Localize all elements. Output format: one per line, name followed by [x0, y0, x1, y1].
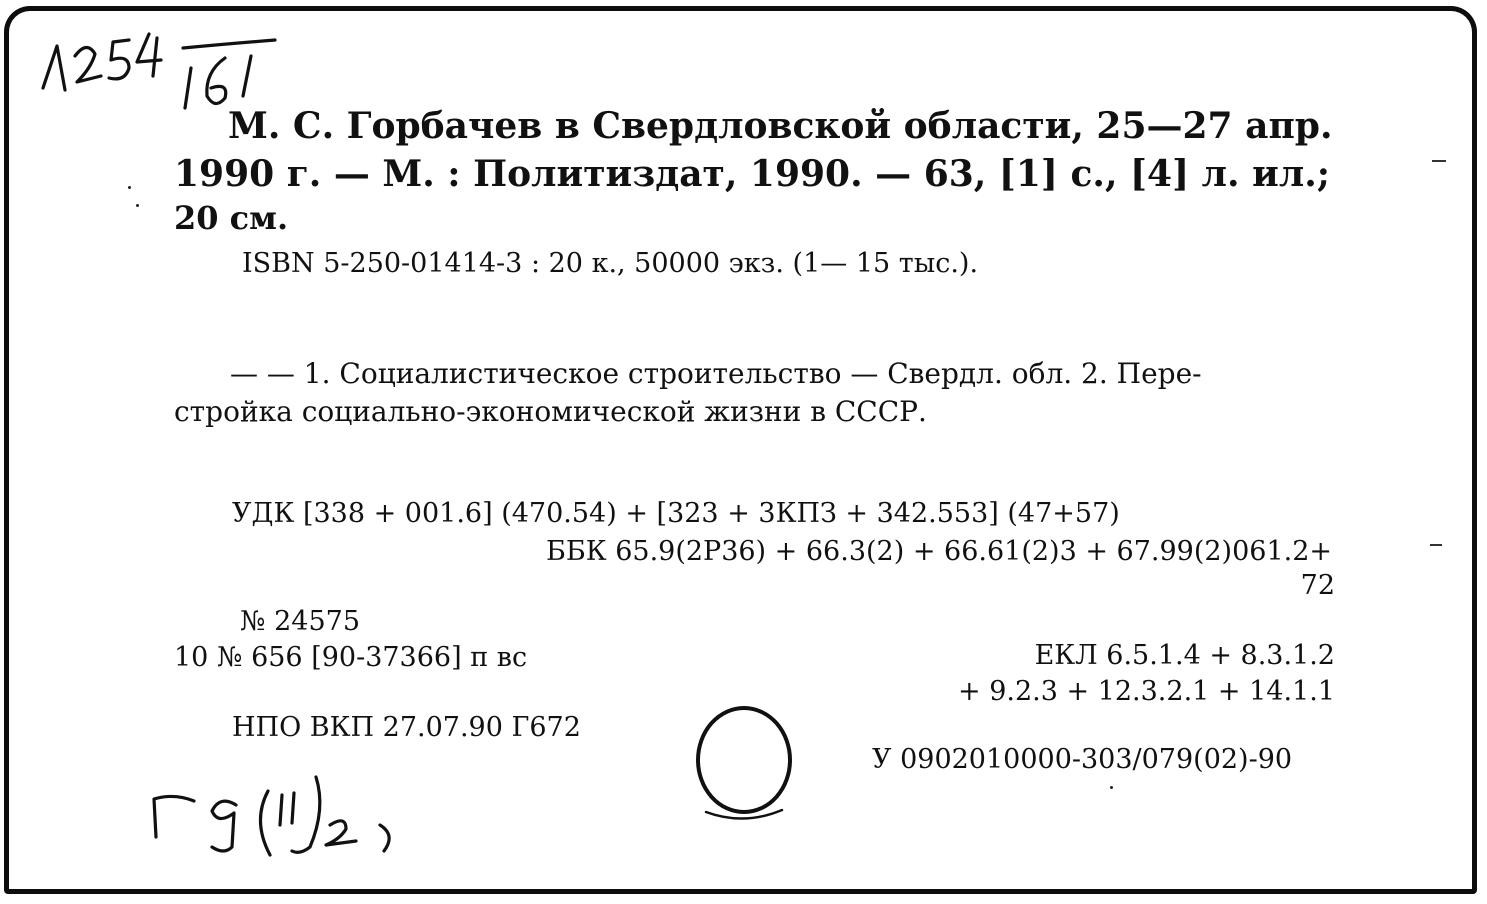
- scan-speck: [128, 186, 131, 189]
- handwritten-shelf-number: [25, 10, 305, 120]
- subjects-line-1: — — 1. Социалистическое строительство — Свердл. обл. 2. Пере-: [230, 357, 1202, 390]
- record-number: № 24575: [240, 606, 361, 637]
- scan-speck: [1110, 786, 1113, 789]
- handwritten-call-number: [140, 755, 420, 865]
- bbk-line: ББК 65.9(2Р36) + 66.3(2) + 66.61(2)3 + 67.99(2)061.2+: [546, 536, 1332, 567]
- udk-line: УДК [338 + 001.6] (470.54) + [323 + 3КПЗ + 342.553] (47+57): [232, 498, 1120, 529]
- hand-drawn-circle-mark: [686, 700, 806, 830]
- title-line-3: 20 см.: [174, 199, 289, 237]
- title-line-2: 1990 г. — М. : Политиздат, 1990. — 63, [1] с., [4] л. ил.;: [174, 153, 1331, 195]
- scan-mark: [1432, 160, 1446, 162]
- order-number: 10 № 656 [90-37366] п вс: [174, 642, 528, 673]
- publisher-code: У 0902010000-303/079(02)-90: [872, 744, 1293, 775]
- subjects-line-2: стройка социально-экономической жизни в СССР.: [174, 395, 927, 428]
- scan-speck: [136, 204, 139, 207]
- isbn-line: ISBN 5-250-01414-3 : 20 к., 50000 экз. (1— 15 тыс.).: [242, 248, 979, 279]
- scan-mark: [1430, 544, 1442, 546]
- npo-line: НПО ВКП 27.07.90 Г672: [232, 712, 581, 743]
- ekl-line-1: ЕКЛ 6.5.1.4 + 8.3.1.2: [1034, 640, 1335, 671]
- ekl-line-2: + 9.2.3 + 12.3.2.1 + 14.1.1: [958, 676, 1335, 707]
- bbk-continuation: 72: [1300, 570, 1335, 601]
- title-line-1: М. С. Горбачев в Свердловской области, 25—27 апр.: [228, 105, 1333, 147]
